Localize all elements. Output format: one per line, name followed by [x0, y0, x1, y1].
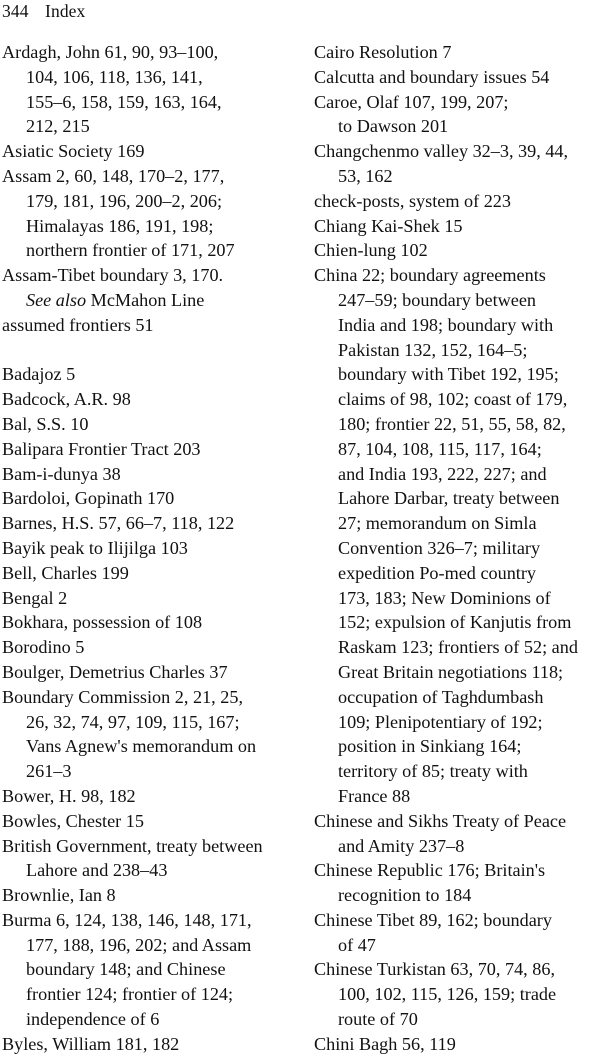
index-entry-line: frontier 124; frontier of 124;: [26, 984, 234, 1005]
index-entry-line: Convention 326–7; military: [338, 537, 541, 558]
index-entry: [2, 1032, 292, 1057]
index-entry-line: 109; Plenipotentiary of 192;: [338, 711, 543, 732]
index-entry-line: Barnes, H.S. 57, 66–7, 118, 122: [2, 513, 235, 534]
index-entry-line: Lahore Darbar, treaty between: [338, 488, 560, 509]
index-entry-line: Himalayas 186, 191, 198;: [26, 215, 214, 236]
index-entry: [2, 610, 292, 635]
index-entry: [2, 561, 292, 586]
index-entry-line: boundary 148; and Chinese: [26, 959, 226, 980]
index-entry-line: 26, 32, 74, 97, 109, 115, 167;: [26, 711, 240, 732]
index-entry-line: Brownlie, Ian 8: [2, 885, 116, 906]
index-entry: [2, 685, 292, 784]
index-entry: [2, 660, 292, 685]
index-entry: [2, 486, 292, 511]
index-entry: [314, 957, 600, 1031]
index-entry-line: Bell, Charles 199: [2, 562, 129, 583]
index-entry-line: and Amity 237–8: [338, 835, 465, 856]
index-entry-line: 212, 215: [26, 116, 90, 137]
index-entry: [2, 586, 292, 611]
index-entry-line: 247–59; boundary between: [338, 289, 536, 310]
index-entry-line: 27; memorandum on Simla: [338, 513, 537, 534]
index-entry-line: Chiang Kai-Shek 15: [314, 215, 463, 236]
index-entry: [2, 313, 292, 338]
index-entry-line: Bower, H. 98, 182: [2, 785, 136, 806]
index-entry-line: territory of 85; treaty with: [338, 761, 528, 782]
index-entry: [314, 90, 600, 140]
index-entry: [2, 40, 292, 139]
index-entry-line: Calcutta and boundary issues 54: [314, 66, 550, 87]
index-column-right: [314, 40, 600, 1057]
index-entry-line: Chinese and Sikhs Treaty of Peace: [314, 810, 567, 831]
index-entry-line: 87, 104, 108, 115, 117, 164;: [338, 438, 542, 459]
index-entry: [2, 834, 292, 884]
index-entry: [2, 908, 292, 1032]
index-entry-line: assumed frontiers 51: [2, 314, 154, 335]
index-entry-line: Vans Agnew's memorandum on: [26, 736, 257, 757]
index-entry: [314, 238, 600, 263]
index-entry: [314, 858, 600, 908]
index-entry: [314, 214, 600, 239]
index-entry-line: 152; expulsion of Kanjutis from: [338, 612, 572, 633]
index-entry-line: to Dawson 201: [338, 116, 449, 137]
index-entry: [2, 412, 292, 437]
index-entry-line: occupation of Taghdumbash: [338, 686, 544, 707]
index-entry-line: Assam 2, 60, 148, 170–2, 177,: [2, 165, 225, 186]
index-entry-line: Boulger, Demetrius Charles 37: [2, 661, 228, 682]
see-also-reference: McMahon Line: [86, 289, 205, 310]
index-entry-line: Borodino 5: [2, 637, 85, 658]
index-entry-line: Pakistan 132, 152, 164–5;: [338, 339, 528, 360]
index-entry-line: 155–6, 158, 159, 163, 164,: [26, 91, 222, 112]
index-entry-line: and India 193, 222, 227; and: [338, 463, 547, 484]
index-entry-line: 180; frontier 22, 51, 55, 58, 82,: [338, 413, 566, 434]
index-entry-line: Byles, William 181, 182: [2, 1033, 180, 1054]
index-entry-line: India and 198; boundary with: [338, 314, 554, 335]
index-entry-line: claims of 98, 102; coast of 179,: [338, 389, 568, 410]
index-entry-line: Chien-lung 102: [314, 240, 428, 261]
index-entry-line: Ardagh, John 61, 90, 93–100,: [2, 42, 219, 62]
index-entry: [314, 263, 600, 809]
index-entry-line: 53, 162: [338, 165, 393, 186]
index-entry-line: Chinese Republic 176; Britain's: [314, 860, 546, 881]
index-entry-line: route of 70: [338, 1009, 418, 1030]
index-entry: [2, 437, 292, 462]
index-entry: [2, 263, 292, 313]
index-entry-line: Bardoloi, Gopinath 170: [2, 488, 175, 509]
index-entry: [2, 511, 292, 536]
index-entry-line: 177, 188, 196, 202; and Assam: [26, 934, 252, 955]
index-entry-line: 100, 102, 115, 126, 159; trade: [338, 984, 557, 1005]
index-entry: [2, 164, 292, 263]
index-entry: [314, 65, 600, 90]
index-entry: [314, 809, 600, 859]
index-entry-line: China 22; boundary agreements: [314, 265, 546, 286]
letter-group-gap: [2, 338, 292, 363]
running-header: [2, 0, 85, 22]
index-entry-line: Great Britain negotiations 118;: [338, 661, 564, 682]
index-entry-line: Burma 6, 124, 138, 146, 148, 171,: [2, 909, 252, 930]
index-entry-line: of 47: [338, 934, 376, 955]
index-entry-line: Caroe, Olaf 107, 199, 207;: [314, 91, 509, 112]
index-column-left: [2, 40, 292, 1057]
index-entry: [2, 809, 292, 834]
see-also-label: See also: [26, 289, 87, 310]
index-entry-line: France 88: [338, 785, 411, 806]
index-entry: [314, 1032, 600, 1057]
index-entry-line: Assam-Tibet boundary 3, 170.: [2, 265, 224, 286]
index-entry-line: Cairo Resolution 7: [314, 42, 452, 62]
index-entry-line: Balipara Frontier Tract 203: [2, 438, 201, 459]
page-number: 344: [2, 1, 29, 21]
index-entry-line: Bayik peak to Ilijilga 103: [2, 537, 188, 558]
index-entry-line: 104, 106, 118, 136, 141,: [26, 66, 203, 87]
index-entry-line: 261–3: [26, 761, 72, 782]
index-entry: [2, 387, 292, 412]
index-entry-line: independence of 6: [26, 1009, 160, 1030]
index-entry-line: Badajoz 5: [2, 364, 76, 385]
index-entry-line: expedition Po-med country: [338, 562, 537, 583]
index-entry: [314, 908, 600, 958]
index-entry-line: Chinese Turkistan 63, 70, 74, 86,: [314, 959, 556, 980]
index-entry-line: 179, 181, 196, 200–2, 206;: [26, 190, 223, 211]
index-entry-line: position in Sinkiang 164;: [338, 736, 522, 757]
index-entry: [314, 40, 600, 65]
index-entry: [2, 883, 292, 908]
index-entry-line: check-posts, system of 223: [314, 190, 511, 211]
index-entry-line: Raskam 123; frontiers of 52; and: [338, 637, 578, 658]
index-entry-line: Bowles, Chester 15: [2, 810, 144, 831]
index-entry: [2, 462, 292, 487]
index-entry-line: Asiatic Society 169: [2, 141, 145, 162]
index-entry-line: Boundary Commission 2, 21, 25,: [2, 686, 243, 707]
index-entry: [314, 189, 600, 214]
index-entry-line: northern frontier of 171, 207: [26, 240, 235, 261]
index-entry: [2, 536, 292, 561]
index-entry-line: Changchenmo valley 32–3, 39, 44,: [314, 141, 569, 162]
index-entry: [2, 139, 292, 164]
index-entry: [2, 362, 292, 387]
running-title: Index: [45, 1, 86, 21]
index-entry-line: boundary with Tibet 192, 195;: [338, 364, 559, 385]
index-entry-line: recognition to 184: [338, 885, 472, 906]
index-entry-line: Lahore and 238–43: [26, 860, 168, 881]
index-entry-line: Bokhara, possession of 108: [2, 612, 203, 633]
index-entry-line: British Government, treaty between: [2, 835, 263, 856]
index-entry-line: Badcock, A.R. 98: [2, 389, 131, 410]
index-entry-line: Bam-i-dunya 38: [2, 463, 121, 484]
index-entry-line: 173, 183; New Dominions of: [338, 587, 551, 608]
index-entry-line: Chinese Tibet 89, 162; boundary: [314, 909, 552, 930]
index-entry-line: Bal, S.S. 10: [2, 413, 89, 434]
index-entry: [2, 635, 292, 660]
index-entry: [314, 139, 600, 189]
index-entry-line: Chini Bagh 56, 119: [314, 1033, 456, 1054]
index-entry-line: Bengal 2: [2, 587, 68, 608]
index-entry: [2, 784, 292, 809]
